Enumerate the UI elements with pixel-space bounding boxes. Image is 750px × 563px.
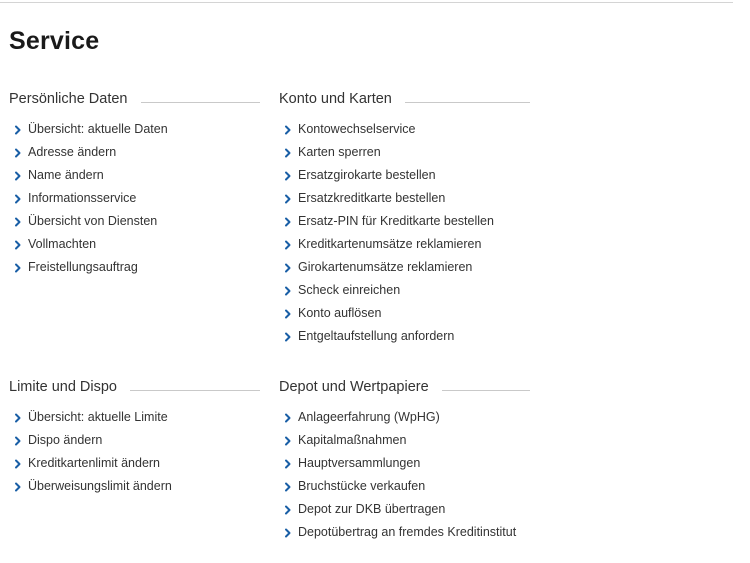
link-item[interactable] <box>279 406 530 429</box>
section-header <box>279 88 530 110</box>
link-label[interactable]: Dispo ändern <box>28 433 103 447</box>
link-label[interactable]: Überweisungslimit ändern <box>28 479 172 493</box>
link-label[interactable]: Informationsservice <box>28 191 137 205</box>
chevron-right-icon <box>14 482 22 492</box>
link-item[interactable] <box>9 141 260 164</box>
link-label[interactable]: Ersatz-PIN für Kreditkarte bestellen <box>298 214 494 228</box>
chevron-right-icon <box>284 194 292 204</box>
page-title: Service <box>9 27 100 55</box>
link-label[interactable]: Kapitalmaßnahmen <box>298 433 407 447</box>
link-item[interactable] <box>279 118 530 141</box>
section-divider <box>130 390 260 391</box>
link-label[interactable]: Entgeltaufstellung anfordern <box>298 329 455 343</box>
chevron-right-icon <box>284 148 292 158</box>
chevron-right-icon <box>14 171 22 181</box>
link-label[interactable]: Übersicht: aktuelle Daten <box>28 122 168 136</box>
link-label[interactable]: Konto auflösen <box>298 306 382 320</box>
chevron-right-icon <box>284 332 292 342</box>
link-label[interactable]: Hauptversammlungen <box>298 456 421 470</box>
link-item[interactable] <box>279 141 530 164</box>
section-account-cards <box>279 88 530 348</box>
chevron-right-icon <box>14 436 22 446</box>
link-item[interactable] <box>279 233 530 256</box>
section-personal-data <box>9 88 260 279</box>
section-depot-securities <box>279 376 530 544</box>
link-label[interactable]: Ersatzkreditkarte bestellen <box>298 191 446 205</box>
section-divider <box>141 102 261 103</box>
link-item[interactable] <box>279 325 530 348</box>
link-item[interactable] <box>279 452 530 475</box>
link-label[interactable]: Freistellungsauftrag <box>28 260 138 274</box>
link-label[interactable]: Karten sperren <box>298 145 381 159</box>
link-list <box>9 118 260 279</box>
link-item[interactable] <box>9 475 260 498</box>
section-title: Konto und Karten <box>279 91 392 107</box>
link-item[interactable] <box>279 256 530 279</box>
chevron-right-icon <box>284 309 292 319</box>
link-item[interactable] <box>279 498 530 521</box>
link-label[interactable]: Übersicht von Diensten <box>28 214 158 228</box>
section-title: Depot und Wertpapiere <box>279 379 429 395</box>
link-label[interactable]: Kreditkartenlimit ändern <box>28 456 161 470</box>
section-divider <box>442 390 530 391</box>
link-label[interactable]: Kontowechselservice <box>298 122 416 136</box>
chevron-right-icon <box>14 148 22 158</box>
chevron-right-icon <box>14 240 22 250</box>
chevron-right-icon <box>14 413 22 423</box>
link-item[interactable] <box>9 256 260 279</box>
link-item[interactable] <box>9 118 260 141</box>
link-list <box>279 406 530 544</box>
chevron-right-icon <box>284 505 292 515</box>
chevron-right-icon <box>284 482 292 492</box>
chevron-right-icon <box>284 240 292 250</box>
link-label[interactable]: Kreditkartenumsätze reklamieren <box>298 237 482 251</box>
link-label[interactable]: Scheck einreichen <box>298 283 401 297</box>
link-item[interactable] <box>279 210 530 233</box>
section-header <box>9 376 260 398</box>
section-divider <box>405 102 530 103</box>
link-label[interactable]: Vollmachten <box>28 237 97 251</box>
link-label[interactable]: Depotübertrag an fremdes Kreditinstitut <box>298 525 517 539</box>
link-label[interactable]: Ersatzgirokarte bestellen <box>298 168 436 182</box>
chevron-right-icon <box>14 125 22 135</box>
chevron-right-icon <box>284 286 292 296</box>
chevron-right-icon <box>14 459 22 469</box>
top-divider <box>0 2 733 3</box>
chevron-right-icon <box>14 194 22 204</box>
chevron-right-icon <box>14 217 22 227</box>
link-label[interactable]: Anlageerfahrung (WpHG) <box>298 410 440 424</box>
chevron-right-icon <box>284 171 292 181</box>
link-item[interactable] <box>9 164 260 187</box>
link-list <box>9 406 260 498</box>
link-label[interactable]: Depot zur DKB übertragen <box>298 502 446 516</box>
link-item[interactable] <box>9 233 260 256</box>
section-header <box>9 88 260 110</box>
link-label[interactable]: Girokartenumsätze reklamieren <box>298 260 473 274</box>
chevron-right-icon <box>284 217 292 227</box>
chevron-right-icon <box>284 528 292 538</box>
link-item[interactable] <box>279 279 530 302</box>
section-title: Persönliche Daten <box>9 91 128 107</box>
link-list <box>279 118 530 348</box>
chevron-right-icon <box>284 459 292 469</box>
link-label[interactable]: Übersicht: aktuelle Limite <box>28 410 168 424</box>
link-item[interactable] <box>279 429 530 452</box>
link-item[interactable] <box>9 452 260 475</box>
link-item[interactable] <box>9 406 260 429</box>
section-limits-overdraft <box>9 376 260 498</box>
link-item[interactable] <box>9 210 260 233</box>
chevron-right-icon <box>284 413 292 423</box>
link-item[interactable] <box>9 429 260 452</box>
section-header <box>279 376 530 398</box>
link-item[interactable] <box>9 187 260 210</box>
chevron-right-icon <box>284 436 292 446</box>
link-label[interactable]: Bruchstücke verkaufen <box>298 479 426 493</box>
link-label[interactable]: Adresse ändern <box>28 145 117 159</box>
link-item[interactable] <box>279 475 530 498</box>
link-label[interactable]: Name ändern <box>28 168 104 182</box>
chevron-right-icon <box>14 263 22 273</box>
link-item[interactable] <box>279 164 530 187</box>
chevron-right-icon <box>284 263 292 273</box>
link-item[interactable] <box>279 187 530 210</box>
section-title: Limite und Dispo <box>9 379 117 395</box>
link-item[interactable] <box>279 521 530 544</box>
link-item[interactable] <box>279 302 530 325</box>
chevron-right-icon <box>284 125 292 135</box>
